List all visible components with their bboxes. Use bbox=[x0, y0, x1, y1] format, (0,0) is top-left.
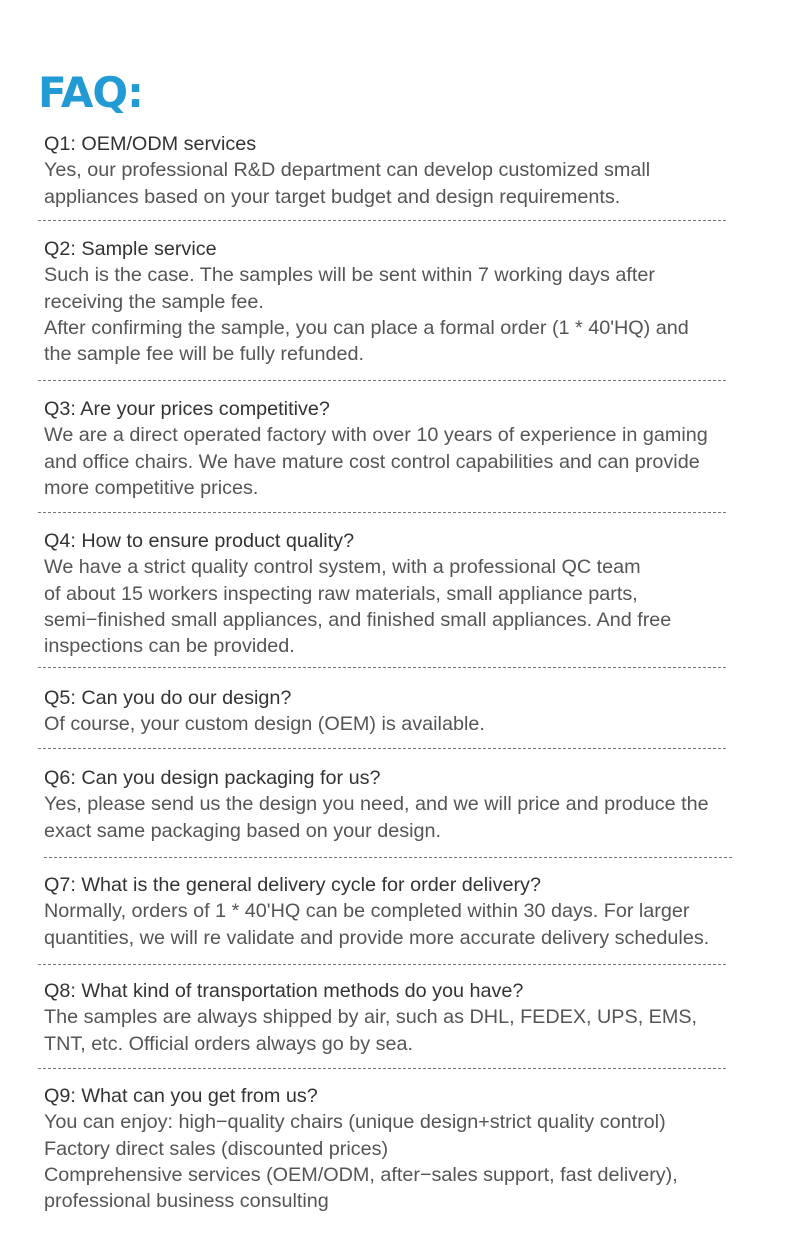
faq-answer-line: Factory direct sales (discounted prices) bbox=[44, 1137, 389, 1160]
faq-answer-line: the sample fee will be fully refunded. bbox=[44, 343, 364, 366]
faq-answer-line: of about 15 workers inspecting raw materials, small appliance parts, bbox=[44, 582, 638, 605]
faq-question: Q5: Can you do our design? bbox=[44, 687, 292, 709]
faq-item-6 bbox=[44, 765, 764, 844]
faq-divider bbox=[38, 1068, 726, 1069]
faq-item-5 bbox=[44, 685, 764, 738]
faq-answer-line: TNT, etc. Official orders always go by sea. bbox=[44, 1032, 414, 1055]
faq-divider bbox=[38, 748, 726, 749]
faq-answer-line: Normally, orders of 1 * 40'HQ can be completed within 30 days. For larger bbox=[44, 900, 690, 923]
faq-question: Q1: OEM/ODM services bbox=[44, 133, 257, 155]
faq-divider bbox=[38, 220, 726, 221]
faq-item-2 bbox=[44, 236, 764, 367]
faq-item-4 bbox=[44, 528, 764, 659]
faq-answer-line: The samples are always shipped by air, such as DHL, FEDEX, UPS, EMS, bbox=[44, 1006, 698, 1029]
faq-answer-line: We are a direct operated factory with over 10 years of experience in gaming bbox=[44, 424, 708, 447]
faq-answer-line: more competitive prices. bbox=[44, 476, 259, 499]
faq-question: Q2: Sample service bbox=[44, 238, 217, 260]
faq-answer-line: and office chairs. We have mature cost control capabilities and can provide bbox=[44, 450, 700, 473]
faq-question: Q8: What kind of transportation methods do you have? bbox=[44, 980, 524, 1002]
faq-item-3 bbox=[44, 396, 764, 501]
faq-divider bbox=[38, 667, 726, 668]
faq-question: Q7: What is the general delivery cycle for order delivery? bbox=[44, 874, 541, 896]
faq-answer-line: Yes, our professional R&D department can develop customized small bbox=[44, 159, 651, 182]
faq-answer-line: Yes, please send us the design you need, and we will price and produce the bbox=[44, 793, 709, 816]
faq-item-7 bbox=[44, 872, 764, 951]
faq-question: Q6: Can you design packaging for us? bbox=[44, 767, 381, 789]
faq-answer-line: We have a strict quality control system, with a professional QC team bbox=[44, 556, 641, 579]
faq-divider bbox=[38, 380, 726, 381]
faq-item-9 bbox=[44, 1083, 764, 1214]
faq-answer-line: You can enjoy: high−quality chairs (unique design+strict quality control) bbox=[44, 1111, 666, 1134]
faq-divider bbox=[38, 512, 726, 513]
faq-question: Q4: How to ensure product quality? bbox=[44, 530, 355, 552]
faq-answer-line: After confirming the sample, you can place a formal order (1 * 40'HQ) and bbox=[44, 316, 689, 339]
faq-answer-line: exact same packaging based on your design. bbox=[44, 819, 441, 842]
faq-question: Q9: What can you get from us? bbox=[44, 1085, 318, 1107]
faq-answer-line: semi−finished small appliances, and finished small appliances. And free bbox=[44, 608, 672, 631]
faq-answer-line: inspections can be provided. bbox=[44, 635, 295, 658]
faq-divider bbox=[44, 857, 732, 858]
faq-answer-line: appliances based on your target budget and design requirements. bbox=[44, 185, 621, 208]
faq-answer-line: quantities, we will re validate and provide more accurate delivery schedules. bbox=[44, 926, 710, 949]
faq-item-1 bbox=[44, 131, 764, 210]
faq-item-8 bbox=[44, 978, 764, 1057]
faq-answer-line: Such is the case. The samples will be sent within 7 working days after bbox=[44, 264, 655, 287]
faq-answer-line: Comprehensive services (OEM/ODM, after−sales support, fast delivery), bbox=[44, 1163, 678, 1186]
faq-answer-line: Of course, your custom design (OEM) is available. bbox=[44, 713, 485, 736]
faq-divider bbox=[38, 964, 726, 965]
faq-title: FAQ: bbox=[38, 68, 143, 117]
faq-answer-line: professional business consulting bbox=[44, 1190, 329, 1213]
faq-question: Q3: Are your prices competitive? bbox=[44, 398, 330, 420]
faq-answer-line: receiving the sample fee. bbox=[44, 290, 264, 313]
